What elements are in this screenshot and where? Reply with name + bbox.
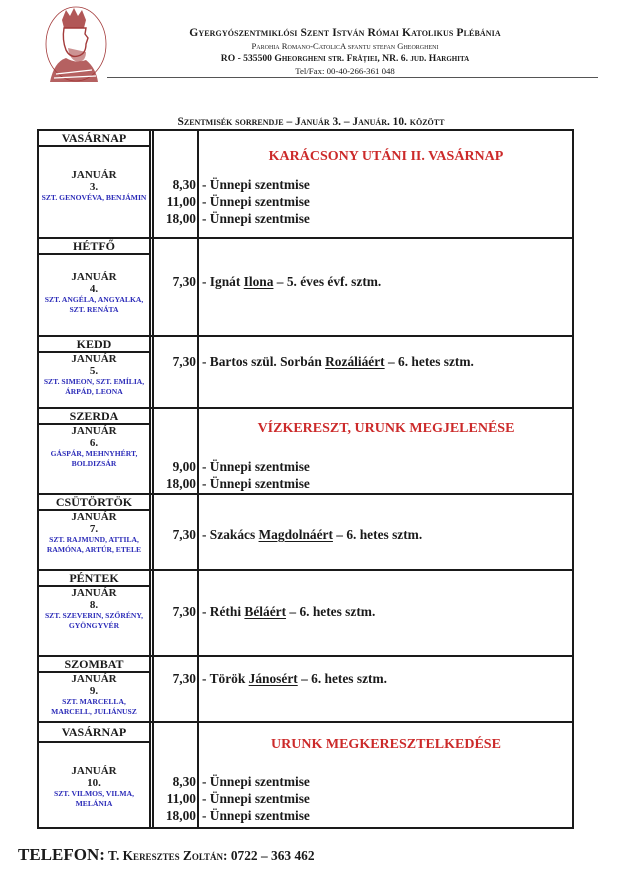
contact-label: TELEFON: <box>18 845 105 864</box>
day-row <box>39 721 572 827</box>
day-name: CSÜTÖRTÖK <box>39 495 151 511</box>
column-divider <box>197 337 199 407</box>
contact-value: T. Keresztes Zoltán: 0722 – 363 462 <box>104 848 315 863</box>
mass-schedule-table <box>37 129 574 829</box>
day-cell <box>39 337 153 407</box>
mass-time: 7,30 <box>172 527 196 542</box>
day-name: HÉTFŐ <box>39 239 151 255</box>
column-divider <box>197 409 199 493</box>
day-row <box>39 569 572 655</box>
intention-text: - Réthi <box>202 604 245 619</box>
saints-names: SZT. VILMOS, VILMA, MELÁNIA <box>54 789 134 808</box>
mass-intention <box>202 193 568 210</box>
day-cell <box>39 657 153 721</box>
day-name: KEDD <box>39 337 151 353</box>
mass-intention <box>202 670 568 687</box>
mass-intention <box>202 475 568 492</box>
column-divider <box>197 131 199 237</box>
day-number: 4. <box>89 283 99 295</box>
contact-footer <box>18 845 315 865</box>
date-box <box>39 255 151 335</box>
day-name: SZERDA <box>39 409 151 425</box>
intention-name: Magdolnáért <box>258 527 333 542</box>
column-divider <box>197 239 199 335</box>
mass-intentions <box>202 603 568 620</box>
day-cell <box>39 131 153 237</box>
day-number: 10. <box>87 777 101 789</box>
mass-time: 7,30 <box>172 274 196 289</box>
month: JANUÁR <box>71 673 117 685</box>
date-box <box>39 425 151 493</box>
mass-time: 9,00 <box>172 459 196 474</box>
saints-names: SZT. RAJMUND, ATTILA, RAMÓNA, ARTÚR, ETELE <box>46 535 142 554</box>
month: JANUÁR <box>71 425 117 437</box>
date-box <box>39 511 151 569</box>
mass-time: 7,30 <box>172 354 196 369</box>
mass-time: 8,30 <box>172 774 196 789</box>
day-number: 5. <box>89 365 99 377</box>
mass-intentions <box>202 670 568 687</box>
mass-times <box>154 670 196 687</box>
intention-detail: – 6. hetes sztm. <box>384 354 474 369</box>
month: JANUÁR <box>71 511 117 523</box>
intention-name: Jánosért <box>248 671 298 686</box>
mass-times <box>154 353 196 370</box>
day-row <box>39 493 572 569</box>
mass-times <box>154 526 196 543</box>
month: JANUÁR <box>71 353 117 365</box>
day-row <box>39 407 572 493</box>
mass-intentions <box>202 176 568 227</box>
day-name: SZOMBAT <box>39 657 151 673</box>
feast-title: VÍZKERESZT, URUNK MEGJELENÉSE <box>257 421 515 436</box>
mass-intentions <box>202 458 568 492</box>
parish-name-romanian: Parohia Romano-CatolicA sfantu stefan Gheorgheni <box>251 41 439 51</box>
day-cell <box>39 495 153 569</box>
parish-phone: Tel/Fax: 00-40-266-361 048 <box>295 66 395 76</box>
mass-times <box>154 273 196 290</box>
mass-intention <box>202 603 568 620</box>
intention-text: - Ünnepi szentmise <box>202 808 310 823</box>
mass-time: 7,30 <box>172 671 196 686</box>
mass-time: 7,30 <box>172 604 196 619</box>
intention-text: - Ünnepi szentmise <box>202 211 310 226</box>
mass-intention <box>202 210 568 227</box>
mass-intentions <box>202 526 568 543</box>
saints-names: GÁSPÁR, MEHNYHÉRT, BOLDIZSÁR <box>50 449 138 468</box>
column-divider <box>152 337 154 407</box>
date-box <box>39 743 151 827</box>
day-row <box>39 655 572 721</box>
mass-intentions <box>202 353 568 370</box>
column-divider <box>197 657 199 721</box>
mass-intention <box>202 273 568 290</box>
mass-intention <box>202 790 568 807</box>
intention-name: Béláért <box>244 604 287 619</box>
date-box <box>39 587 151 655</box>
mass-intention <box>202 526 568 543</box>
saint-stephen-crowned-portrait-icon <box>40 4 108 86</box>
column-divider <box>152 657 154 721</box>
saints-names: SZT. ANGÉLA, ANGYALKA, SZT. RENÁTA <box>44 295 144 314</box>
intention-text: - Török <box>202 671 249 686</box>
mass-time: 11,00 <box>166 791 196 806</box>
day-number: 8. <box>89 599 99 611</box>
intention-text: - Ünnepi szentmise <box>202 774 310 789</box>
intention-text: - Bartos szül. Sorbán <box>202 354 326 369</box>
intention-text: - Ünnepi szentmise <box>202 476 310 491</box>
intention-text: - Ünnepi szentmise <box>202 459 310 474</box>
mass-time: 11,00 <box>166 194 196 209</box>
mass-intentions <box>202 773 568 824</box>
intention-text: - Ünnepi szentmise <box>202 791 310 806</box>
intention-name: Ilona <box>243 274 274 289</box>
date-box <box>39 353 151 407</box>
month: JANUÁR <box>71 587 117 599</box>
mass-intention <box>202 353 568 370</box>
intention-name: Rozáliáért <box>325 354 385 369</box>
intention-text: - Ignát <box>202 274 244 289</box>
mass-intentions <box>202 273 568 290</box>
column-divider <box>197 495 199 569</box>
intention-text: - Ünnepi szentmise <box>202 177 310 192</box>
column-divider <box>197 723 199 827</box>
day-number: 9. <box>89 685 99 697</box>
letterhead-divider <box>107 77 598 78</box>
month: JANUÁR <box>71 169 117 181</box>
intention-detail: – 6. hetes sztm. <box>297 671 387 686</box>
day-number: 6. <box>89 437 99 449</box>
intention-detail: – 6. hetes sztm. <box>286 604 376 619</box>
saints-names: SZT. MARCELLA, MARCELL, JULIÁNUSZ <box>51 697 137 716</box>
day-cell <box>39 571 153 655</box>
day-row <box>39 131 572 237</box>
day-cell <box>39 409 153 493</box>
mass-times <box>154 176 196 227</box>
mass-time: 18,00 <box>165 808 196 823</box>
mass-time: 18,00 <box>165 476 196 491</box>
schedule-title: Szentmisék sorrendje – Január 3. – Január. 10. között <box>177 116 445 128</box>
mass-time: 18,00 <box>165 211 196 226</box>
intention-text: - Szakács <box>202 527 259 542</box>
day-cell <box>39 723 153 827</box>
month: JANUÁR <box>71 765 117 777</box>
parish-name: Gyergyószentmiklósi Szent István Római Katolikus Plébánia <box>189 26 501 39</box>
feast-title: KARÁCSONY UTÁNI II. VASÁRNAP <box>268 149 504 164</box>
day-cell <box>39 239 153 335</box>
intention-detail: – 6. hetes sztm. <box>332 527 423 542</box>
date-box <box>39 147 151 237</box>
day-number: 7. <box>89 523 99 535</box>
date-box <box>39 673 151 721</box>
month: JANUÁR <box>71 271 117 283</box>
day-name: VASÁRNAP <box>39 131 151 147</box>
mass-times <box>154 603 196 620</box>
saints-names: SZT. SIMEON, SZT. EMÍLIA, ÁRPÁD, LEONA <box>43 377 145 396</box>
intention-detail: – 5. éves évf. sztm. <box>273 274 382 289</box>
mass-times <box>154 773 196 824</box>
day-name: PÉNTEK <box>39 571 151 587</box>
saints-names: SZT. GENOVÉVA, BENJÁMIN <box>41 193 147 202</box>
day-number: 3. <box>89 181 99 193</box>
parish-address: RO - 535500 Gheorgheni str. Frăţiei, NR. 6. jud. Harghita <box>220 53 470 64</box>
feast-title: URUNK MEGKERESZTELKEDÉSE <box>271 737 501 752</box>
mass-time: 8,30 <box>172 177 196 192</box>
day-name: VASÁRNAP <box>39 723 151 743</box>
mass-intention <box>202 773 568 790</box>
mass-intention <box>202 176 568 193</box>
day-row <box>39 335 572 407</box>
mass-intention <box>202 807 568 824</box>
saints-names: SZT. SZEVERIN, SZŐRÉNY, GYÖNGYVÉR <box>44 611 144 630</box>
mass-times <box>154 458 196 492</box>
mass-intention <box>202 458 568 475</box>
intention-text: - Ünnepi szentmise <box>202 194 310 209</box>
day-row <box>39 237 572 335</box>
column-divider <box>197 571 199 655</box>
